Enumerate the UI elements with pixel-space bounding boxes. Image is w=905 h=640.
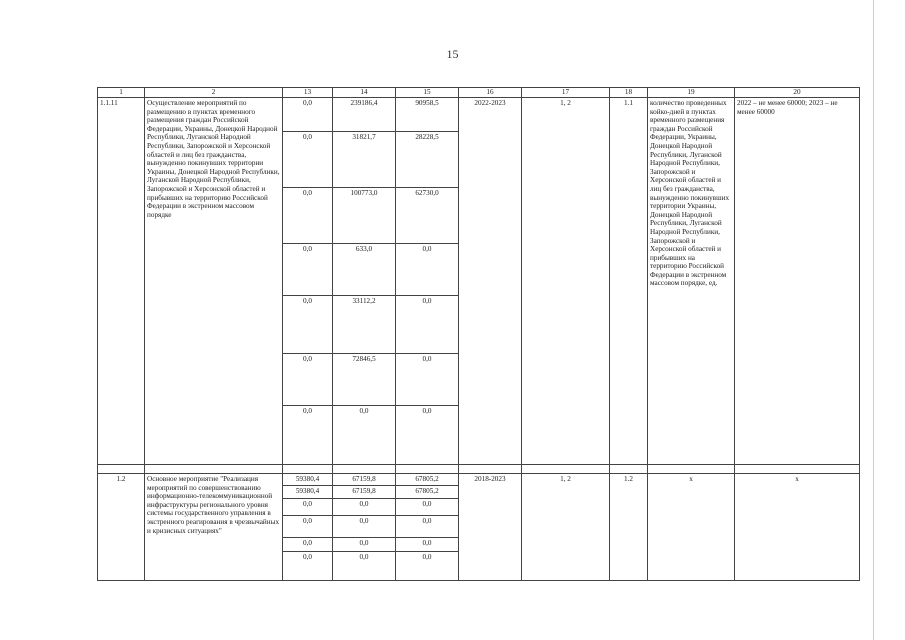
col17-cell: 1, 2: [522, 98, 610, 465]
funding-cell: 59380,4: [283, 474, 333, 486]
funding-cell: 0,0: [396, 498, 459, 515]
funding-cell: 633,0: [333, 244, 396, 296]
program-table: [97, 87, 860, 581]
funding-cell: 67805,2: [396, 474, 459, 486]
funding-cell: 0,0: [283, 244, 333, 296]
col18-cell: 1.2: [610, 474, 648, 581]
funding-cell: 0,0: [333, 406, 396, 465]
funding-cell: 0,0: [283, 188, 333, 244]
funding-cell: 31821,7: [333, 132, 396, 188]
page-number: 15: [446, 47, 459, 61]
scan-edge-line: [873, 0, 874, 640]
col18-cell: 1.1: [610, 98, 648, 465]
funding-cell: 67159,8: [333, 485, 396, 498]
funding-cell: 0,0: [283, 406, 333, 465]
funding-cell: 72846,5: [333, 354, 396, 406]
funding-cell: 0,0: [396, 537, 459, 551]
funding-cell: 0,0: [283, 537, 333, 551]
funding-cell: 0,0: [283, 515, 333, 537]
funding-cell: 0,0: [283, 296, 333, 354]
funding-cell: 0,0: [283, 98, 333, 132]
header-cell: 19: [648, 88, 735, 98]
target-cell: х: [735, 474, 860, 581]
funding-cell: 67805,2: [396, 485, 459, 498]
funding-cell: 0,0: [283, 498, 333, 515]
funding-cell: 0,0: [283, 551, 333, 580]
indicator-cell: количество проведенных койко-дней в пунктах временного размещения граждан Российской Федерации, Украины, Донецкой Народной Республики, Луганской Народной Республики, Запорожской и Херсонской областей и лиц без гражданства, вынужденно покинувших территории Украины, Донецкой Народной Республики, Луганской Народной Республики, Запорожской и Херсонской областей и прибывших на территорию Российской Федерации в экстренном массовом порядке, ед.: [648, 98, 735, 465]
funding-cell: 62730,0: [396, 188, 459, 244]
row-id: 1.2: [98, 474, 145, 581]
funding-cell: 33112,2: [333, 296, 396, 354]
funding-cell: 239186,4: [333, 98, 396, 132]
funding-cell: 0,0: [283, 354, 333, 406]
row-id: 1.1.11: [98, 98, 145, 465]
header-row: [98, 88, 860, 98]
header-cell: 2: [145, 88, 283, 98]
funding-cell: 59380,4: [283, 485, 333, 498]
col17-cell: 1, 2: [522, 474, 610, 581]
spacer-row: [98, 465, 860, 474]
funding-cell: 0,0: [396, 515, 459, 537]
indicator-cell: х: [648, 474, 735, 581]
table-row: [98, 98, 860, 132]
funding-cell: 0,0: [396, 551, 459, 580]
table-row: [98, 474, 860, 486]
funding-cell: 28228,5: [396, 132, 459, 188]
header-cell: 1: [98, 88, 145, 98]
funding-cell: 0,0: [396, 296, 459, 354]
activity-name: Осуществление мероприятий по размещению в пунктах временного размещения граждан Российской Федерации, Украины, Донецкой Народной Республики, Луганской Народной Республики, Запорожской и Херсонской областей и лиц без гражданства, вынужденно покинувших территории Украины, Донецкой Народной Республики, Луганской Народной Республики, Запорожской и Херсонской областей и прибывших на территорию Российской Федерации в экстренном массовом порядке: [145, 98, 283, 465]
header-cell: 17: [522, 88, 610, 98]
period-cell: 2022-2023: [459, 98, 522, 465]
funding-cell: 100773,0: [333, 188, 396, 244]
funding-cell: 0,0: [396, 406, 459, 465]
funding-cell: 90958,5: [396, 98, 459, 132]
activity-name: Основное мероприятие "Реализация мероприятий по совершенствованию информационно-телекоммуникационной инфраструктуры регионального уровня системы государственного управления в экстренного реагирования в чрезвычайных и кризисных ситуациях": [145, 474, 283, 581]
funding-cell: 0,0: [283, 132, 333, 188]
header-cell: 13: [283, 88, 333, 98]
funding-cell: 0,0: [333, 515, 396, 537]
header-cell: 14: [333, 88, 396, 98]
header-cell: 16: [459, 88, 522, 98]
header-cell: 20: [735, 88, 860, 98]
funding-cell: 0,0: [333, 551, 396, 580]
header-cell: 18: [610, 88, 648, 98]
funding-cell: 0,0: [396, 354, 459, 406]
funding-cell: 0,0: [396, 244, 459, 296]
header-cell: 15: [396, 88, 459, 98]
target-cell: 2022 – не менее 60000; 2023 – не менее 60000: [735, 98, 860, 465]
funding-cell: 0,0: [333, 537, 396, 551]
period-cell: 2018-2023: [459, 474, 522, 581]
funding-cell: 0,0: [333, 498, 396, 515]
funding-cell: 67159,8: [333, 474, 396, 486]
